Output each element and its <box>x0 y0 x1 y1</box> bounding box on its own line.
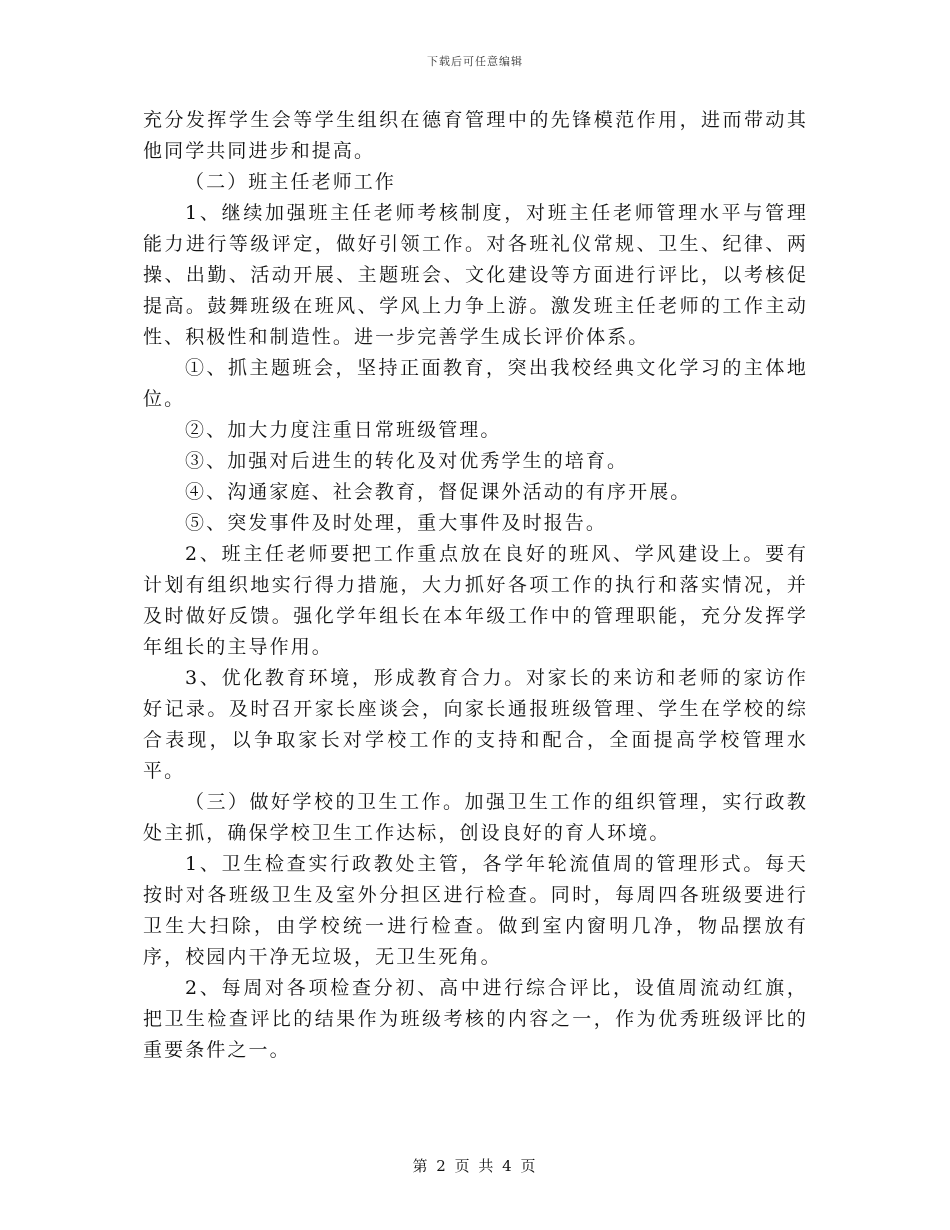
paragraph: 1、卫生检查实行政教处主管，各学年轮流值周的管理形式。每天按时对各班级卫生及室外分担区进行检查。同时，每周四各班级要进行卫生大扫除，由学校统一进行检查。做到室内窗明几净，物品摆放有序，校园内干净无垃圾，无卫生死角。 <box>143 853 808 968</box>
document-body <box>143 105 808 1066</box>
page-header: 下载后可任意编辑 <box>427 55 523 68</box>
list-item: ③、加强对后进生的转化及对优秀学生的培育。 <box>185 450 629 472</box>
list-item: ⑤、突发事件及时处理，重大事件及时报告。 <box>185 512 608 534</box>
page-footer: 第 2 页 共 4 页 <box>412 1157 538 1175</box>
list-item: ①、抓主题班会，坚持正面教育，突出我校经典文化学习的主体地位。 <box>143 357 808 410</box>
paragraph: 2、每周对各项检查分初、高中进行综合评比，设值周流动红旗，把卫生检查评比的结果作为班级考核的内容之一，作为优秀班级评比的重要条件之一。 <box>143 977 808 1061</box>
section-heading: （二）班主任老师工作 <box>185 171 397 193</box>
paragraph: 充分发挥学生会等学生组织在德育管理中的先锋模范作用，进而带动其他同学共同进步和提高。 <box>143 109 808 162</box>
paragraph: 2、班主任老师要把工作重点放在良好的班风、学风建设上。要有计划有组织地实行得力措施，大力抓好各项工作的执行和落实情况，并及时做好反馈。强化学年组长在本年级工作中的管理职能，充分发挥学年组长的主导作用。 <box>143 543 808 658</box>
section-heading: （三）做好学校的卫生工作。加强卫生工作的组织管理，实行政教处主抓，确保学校卫生工作达标，创设良好的育人环境。 <box>143 791 808 844</box>
paragraph: 3、优化教育环境，形成教育合力。对家长的来访和老师的家访作好记录。及时召开家长座谈会，向家长通报班级管理、学生在学校的综合表现，以争取家长对学校工作的支持和配合，全面提高学校管理水平。 <box>143 667 808 782</box>
list-item: ④、沟通家庭、社会教育，督促课外活动的有序开展。 <box>185 481 692 503</box>
paragraph: 1、继续加强班主任老师考核制度，对班主任老师管理水平与管理能力进行等级评定，做好引领工作。对各班礼仪常规、卫生、纪律、两操、出勤、活动开展、主题班会、文化建设等方面进行评比，以考核促提高。鼓舞班级在班风、学风上力争上游。激发班主任老师的工作主动性、积极性和制造性。进一步完善学生成长评价体系。 <box>143 202 808 348</box>
list-item: ②、加大力度注重日常班级管理。 <box>185 419 502 441</box>
